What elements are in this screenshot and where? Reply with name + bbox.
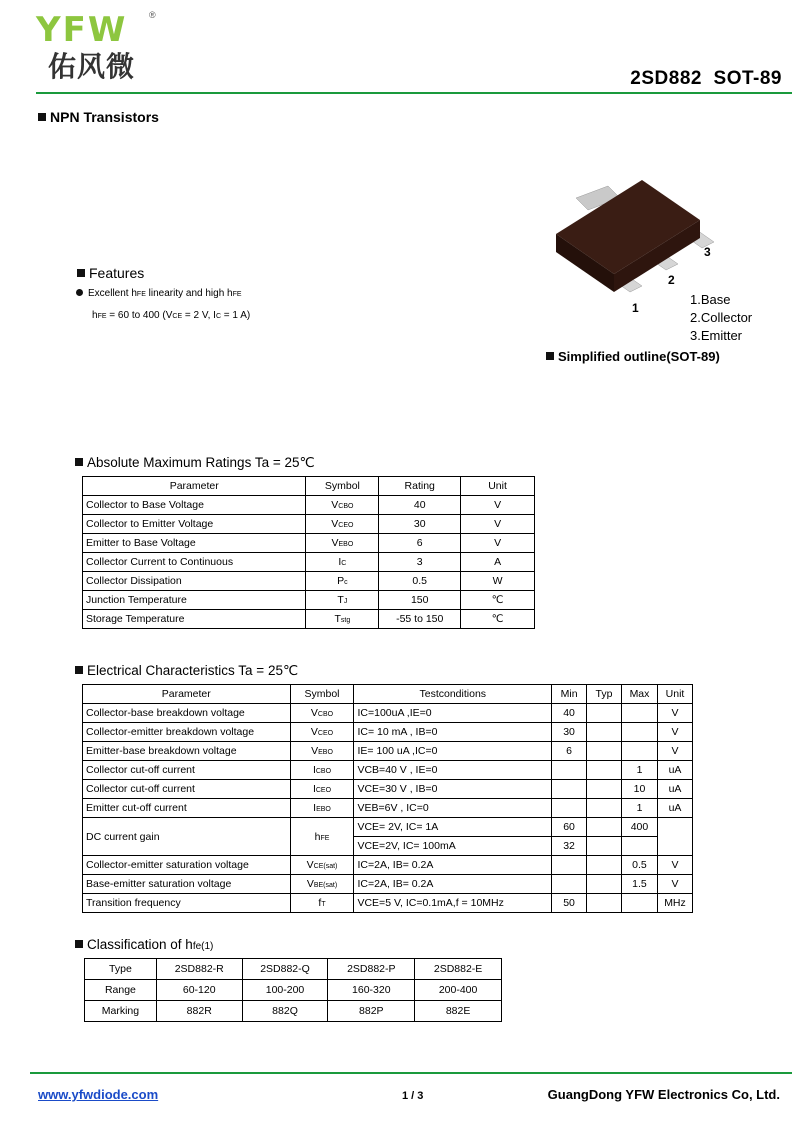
table-cell: 100-200 [242, 980, 328, 1001]
symbol-cell: TJ [306, 591, 379, 610]
table-row [83, 534, 535, 553]
table-cell: 882Q [242, 1001, 328, 1022]
feature-item-linearity: Excellent hFE linearity and high hFE [76, 288, 242, 299]
symbol-cell: VCBO [306, 496, 379, 515]
column-header: Unit [461, 477, 535, 496]
typ-cell [587, 894, 622, 913]
min-cell: 32 [552, 837, 587, 856]
table-cell: 2SD882-Q [242, 959, 328, 980]
min-cell [552, 780, 587, 799]
website-link[interactable]: www.yfwdiode.com [38, 1087, 159, 1102]
elec-char-heading: Electrical Characteristics Ta = 25℃ [75, 663, 298, 679]
typ-cell [587, 742, 622, 761]
param-cell: Collector Current to Continuous [83, 553, 306, 572]
square-bullet-icon [75, 458, 83, 466]
elec-char-table-body [83, 704, 693, 818]
rating-cell: 150 [379, 591, 461, 610]
max-cell [622, 723, 658, 742]
max-cell: 1.5 [622, 875, 658, 894]
outline-caption: Simplified outline(SOT-89) [546, 349, 720, 364]
table-row [83, 818, 693, 837]
typ-cell [587, 780, 622, 799]
table-row [85, 980, 502, 1001]
param-cell: Transition frequency [83, 894, 291, 913]
max-cell [622, 837, 658, 856]
pin-number-3: 3 [704, 245, 711, 259]
square-bullet-icon [546, 352, 554, 360]
symbol-cell: VCBO [290, 704, 354, 723]
max-cell [622, 704, 658, 723]
header-divider [36, 92, 792, 94]
table-row [85, 959, 502, 980]
logo-text: YFW [36, 10, 128, 50]
param-cell: Collector to Base Voltage [83, 496, 306, 515]
test-cell: VCE=2V, IC= 100mA [354, 837, 552, 856]
unit-cell: V [657, 723, 692, 742]
param-cell: Emitter to Base Voltage [83, 534, 306, 553]
param-cell: Emitter cut-off current [83, 799, 291, 818]
unit-cell: A [461, 553, 535, 572]
unit-cell [657, 818, 692, 856]
table-row [83, 515, 535, 534]
unit-cell: MHz [657, 894, 692, 913]
page-number: 1 / 3 [402, 1090, 424, 1102]
classification-table [84, 958, 502, 1022]
table-header-row [83, 477, 535, 496]
square-bullet-icon [38, 113, 46, 121]
min-cell: 30 [552, 723, 587, 742]
table-row [83, 799, 693, 818]
test-cell: VCB=40 V , IE=0 [354, 761, 552, 780]
round-bullet-icon [76, 289, 83, 296]
unit-cell: V [657, 704, 692, 723]
abs-max-table [82, 476, 535, 629]
rating-cell: 30 [379, 515, 461, 534]
table-cell: 2SD882-E [415, 959, 502, 980]
max-cell: 0.5 [622, 856, 658, 875]
table-row [83, 704, 693, 723]
footer-divider [30, 1072, 792, 1074]
table-cell: 160-320 [328, 980, 415, 1001]
min-cell [552, 875, 587, 894]
param-cell: Base-emitter saturation voltage [83, 875, 291, 894]
test-cell: VCE=5 V, IC=0.1mA,f = 10MHz [354, 894, 552, 913]
param-cell: Collector cut-off current [83, 761, 291, 780]
table-row [83, 742, 693, 761]
table-cell: 882P [328, 1001, 415, 1022]
features-heading: Features [77, 265, 144, 281]
test-cell: IE= 100 uA ,IC=0 [354, 742, 552, 761]
table-row [83, 875, 693, 894]
symbol-cell: IC [306, 553, 379, 572]
min-cell: 50 [552, 894, 587, 913]
table-row [83, 761, 693, 780]
max-cell: 400 [622, 818, 658, 837]
unit-cell: V [657, 856, 692, 875]
table-cell: Range [85, 980, 157, 1001]
npn-heading: NPN Transistors [38, 109, 159, 125]
symbol-cell: VEBO [290, 742, 354, 761]
table-cell: 882R [156, 1001, 242, 1022]
max-cell [622, 742, 658, 761]
registered-mark: ® [149, 10, 156, 20]
company-name: GuangDong YFW Electronics Co, Ltd. [547, 1087, 780, 1102]
table-row [83, 856, 693, 875]
max-cell: 10 [622, 780, 658, 799]
rating-cell: -55 to 150 [379, 610, 461, 629]
table-row [83, 780, 693, 799]
symbol-cell: ICBO [290, 761, 354, 780]
test-cell: IC=2A, IB= 0.2A [354, 856, 552, 875]
column-header: Max [622, 685, 658, 704]
test-cell: VEB=6V , IC=0 [354, 799, 552, 818]
min-cell: 6 [552, 742, 587, 761]
rating-cell: 6 [379, 534, 461, 553]
symbol-cell: VBE(sat) [290, 875, 354, 894]
min-cell [552, 761, 587, 780]
symbol-cell: ICEO [290, 780, 354, 799]
min-cell [552, 799, 587, 818]
typ-cell [587, 875, 622, 894]
table-row [85, 1001, 502, 1022]
table-row [83, 610, 535, 629]
feature-item-hfe-range: hFE = 60 to 400 (VCE = 2 V, IC = 1 A) [92, 310, 251, 321]
max-cell: 1 [622, 761, 658, 780]
symbol-cell: VEBO [306, 534, 379, 553]
column-header: Unit [657, 685, 692, 704]
unit-cell: ℃ [461, 591, 535, 610]
typ-cell [587, 856, 622, 875]
test-cell: VCE= 2V, IC= 1A [354, 818, 552, 837]
column-header: Typ [587, 685, 622, 704]
unit-cell: uA [657, 780, 692, 799]
max-cell [622, 894, 658, 913]
unit-cell: V [461, 496, 535, 515]
logo-chinese-text: 佑风微 [48, 50, 136, 83]
square-bullet-icon [77, 269, 85, 277]
square-bullet-icon [75, 940, 83, 948]
table-cell: Marking [85, 1001, 157, 1022]
column-header: Min [552, 685, 587, 704]
param-cell: DC current gain [83, 818, 291, 856]
column-header: Parameter [83, 477, 306, 496]
column-header: Rating [379, 477, 461, 496]
typ-cell [587, 818, 622, 837]
table-cell: 200-400 [415, 980, 502, 1001]
pin-number-2: 2 [668, 273, 675, 287]
table-cell: 882E [415, 1001, 502, 1022]
typ-cell [587, 837, 622, 856]
abs-max-heading: Absolute Maximum Ratings Ta = 25℃ [75, 455, 315, 471]
pin-label-collector: 2.Collector [690, 310, 753, 325]
test-cell: IC=2A, IB= 0.2A [354, 875, 552, 894]
typ-cell [587, 723, 622, 742]
param-cell: Collector to Emitter Voltage [83, 515, 306, 534]
company-logo [36, 10, 166, 88]
param-cell: Collector Dissipation [83, 572, 306, 591]
symbol-cell: Tstg [306, 610, 379, 629]
symbol-cell: Pc [306, 572, 379, 591]
param-cell: Collector-emitter saturation voltage [83, 856, 291, 875]
table-cell: 60-120 [156, 980, 242, 1001]
unit-cell: V [657, 742, 692, 761]
rating-cell: 0.5 [379, 572, 461, 591]
unit-cell: V [461, 534, 535, 553]
test-cell: IC= 10 mA , IB=0 [354, 723, 552, 742]
table-row [83, 723, 693, 742]
pin-number-1: 1 [632, 301, 639, 315]
param-cell: Junction Temperature [83, 591, 306, 610]
symbol-cell: VCE(sat) [290, 856, 354, 875]
abs-max-table-body [83, 496, 535, 629]
unit-cell: W [461, 572, 535, 591]
column-header: Symbol [290, 685, 354, 704]
param-cell: Collector-base breakdown voltage [83, 704, 291, 723]
min-cell [552, 856, 587, 875]
table-row [83, 496, 535, 515]
document-title: 2SD882 SOT-89 [630, 68, 782, 89]
param-cell: Collector-emitter breakdown voltage [83, 723, 291, 742]
table-cell: Type [85, 959, 157, 980]
table-row [83, 553, 535, 572]
unit-cell: uA [657, 761, 692, 780]
rating-cell: 40 [379, 496, 461, 515]
param-cell: Storage Temperature [83, 610, 306, 629]
table-header-row [83, 685, 693, 704]
table-cell: 2SD882-P [328, 959, 415, 980]
typ-cell [587, 799, 622, 818]
table-row [83, 572, 535, 591]
symbol-cell: VCEO [306, 515, 379, 534]
symbol-cell: IEBO [290, 799, 354, 818]
min-cell: 40 [552, 704, 587, 723]
typ-cell [587, 704, 622, 723]
symbol-cell: fT [290, 894, 354, 913]
elec-char-table [82, 684, 693, 913]
unit-cell: uA [657, 799, 692, 818]
param-cell: Emitter-base breakdown voltage [83, 742, 291, 761]
elec-char-table-body-2 [83, 856, 693, 913]
test-cell: VCE=30 V , IB=0 [354, 780, 552, 799]
square-bullet-icon [75, 666, 83, 674]
dc-gain-rows [83, 818, 693, 856]
pin-label-emitter: 3.Emitter [690, 328, 743, 343]
column-header: Symbol [306, 477, 379, 496]
column-header: Parameter [83, 685, 291, 704]
column-header: Testconditions [354, 685, 552, 704]
rating-cell: 3 [379, 553, 461, 572]
unit-cell: ℃ [461, 610, 535, 629]
table-row [83, 591, 535, 610]
symbol-cell: VCEO [290, 723, 354, 742]
max-cell: 1 [622, 799, 658, 818]
param-cell: Collector cut-off current [83, 780, 291, 799]
symbol-cell: hFE [290, 818, 354, 856]
pin-label-base: 1.Base [690, 292, 731, 307]
unit-cell: V [461, 515, 535, 534]
classification-heading: Classification of hfe(1) [75, 937, 213, 952]
table-cell: 2SD882-R [156, 959, 242, 980]
min-cell: 60 [552, 818, 587, 837]
test-cell: IC=100uA ,IE=0 [354, 704, 552, 723]
unit-cell: V [657, 875, 692, 894]
typ-cell [587, 761, 622, 780]
table-row [83, 894, 693, 913]
